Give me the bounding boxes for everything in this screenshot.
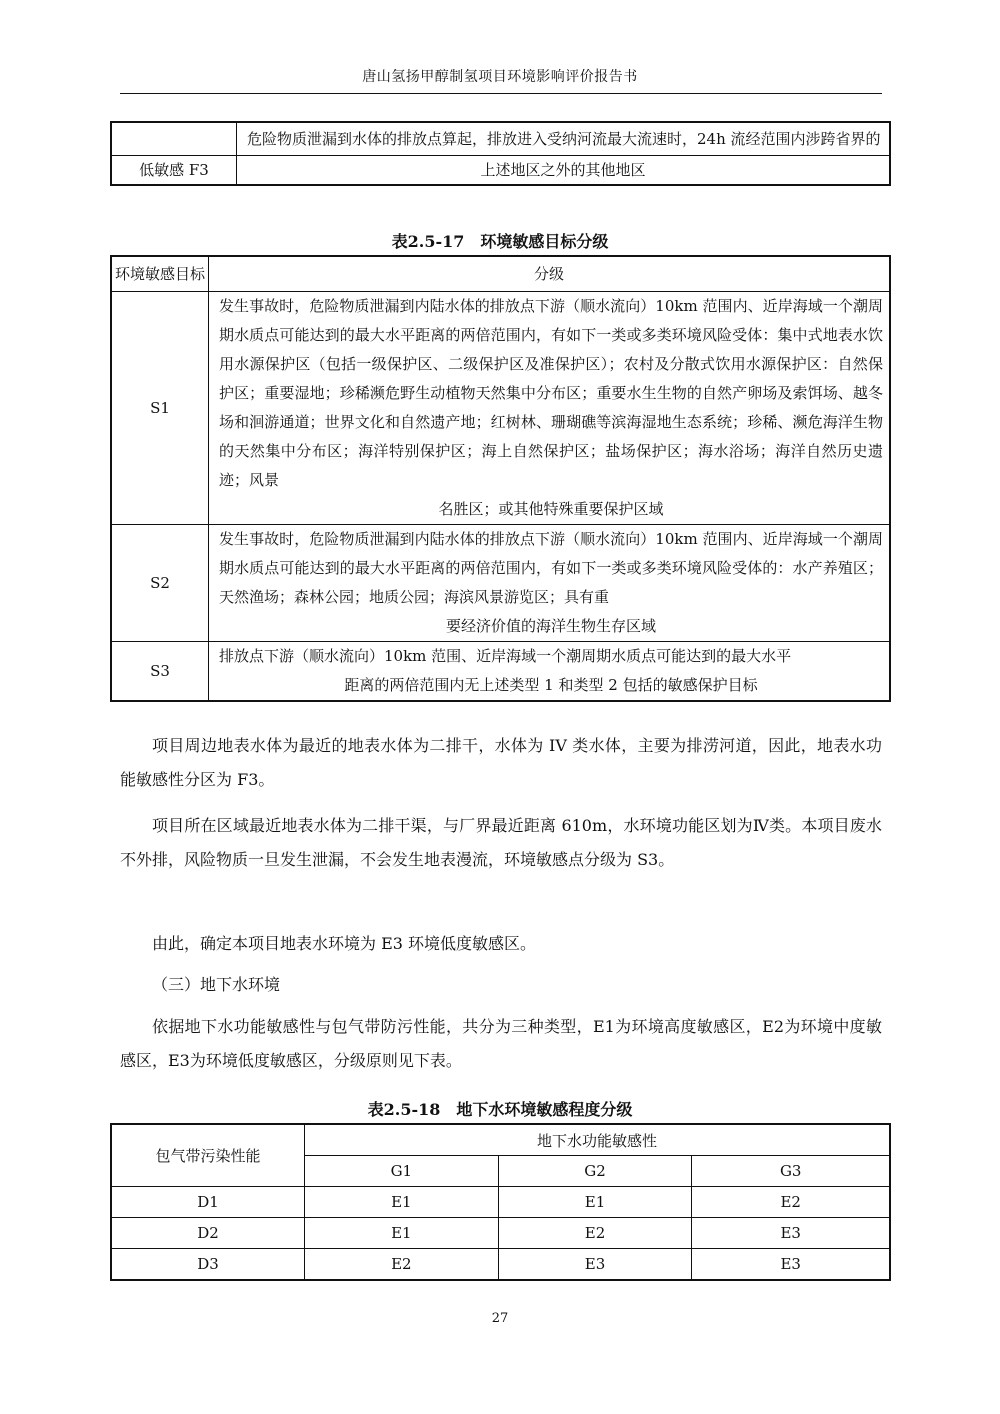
- header-cell-grade: 分级: [209, 256, 891, 292]
- groundwater-sensitivity-table: [110, 1123, 891, 1281]
- table-cell-text: 危险物质泄漏到水体的排放点算起，排放进入受纳河流最大流速时，24h 流经范围内涉跨省界的: [237, 122, 891, 156]
- header-cell-vadose: 包气带污染性能: [111, 1124, 305, 1187]
- table-cell: E1: [498, 1187, 692, 1218]
- row-label: D3: [111, 1249, 305, 1281]
- running-header: 唐山氢扬甲醇制氢项目环境影响评价报告书: [362, 69, 638, 85]
- header-rule: [120, 93, 882, 94]
- table-row: [111, 156, 890, 186]
- row-text-end: 距离的两倍范围内无上述类型 1 和类型 2 包括的敏感保护目标: [344, 676, 758, 694]
- table-continued: [110, 121, 891, 186]
- row-text-main: 发生事故时，危险物质泄漏到内陆水体的排放点下游（顺水流向）10km 范围内、近岸海域一个潮周期水质点可能达到的最大水平距离的两倍范围内，有如下一类或多类环境风险受体：集中式地表水饮用水源保护区（包括一级保护区、二级保护区及准保护区）；农村及分散式饮用水源保护区：自然保护区；重要湿地；珍稀濒危野生动植物天然集中分布区；重要水生生物的自然产卵场及索饵场、越冬场和洄游通道；世界文化和自然遗产地；红树林、珊瑚礁等滨海湿地生态系统；珍稀、濒危海洋生物的天然集中分布区；海洋特别保护区；海上自然保护区；盐场保护区；海水浴场；海洋自然历史遗迹；风景: [219, 297, 883, 489]
- table-header-row: [111, 256, 890, 292]
- header-cell-target: 环境敏感目标: [111, 256, 209, 292]
- row-label: S2: [111, 525, 209, 642]
- header-cell-g2: G2: [498, 1156, 692, 1187]
- table-cell-empty: [111, 122, 237, 156]
- table-caption-2-5-18: 表2.5-18 地下水环境敏感程度分级: [367, 1100, 633, 1119]
- row-text-main: 排放点下游（顺水流向）10km 范围、近岸海域一个潮周期水质点可能达到的最大水平: [219, 647, 792, 665]
- table-cell-text: 上述地区之外的其他地区: [237, 156, 891, 186]
- row-text: [209, 642, 891, 702]
- row-text-main: 发生事故时，危险物质泄漏到内陆水体的排放点下游（顺水流向）10km 范围内、近岸海域一个潮周期水质点可能达到的最大水平距离的两倍范围内，有如下一类或多类环境风险受体的：水产养殖区；天然渔场；森林公园；地质公园；海滨风景游览区；具有重: [219, 530, 883, 606]
- row-label: S1: [111, 292, 209, 525]
- table-cell: E2: [498, 1218, 692, 1249]
- section-heading-groundwater: （三）地下水环境: [152, 975, 281, 994]
- row-text-end: 要经济价值的海洋生物生存区域: [445, 617, 656, 635]
- table-row: [111, 1249, 890, 1281]
- sensitivity-target-table: [110, 255, 891, 702]
- row-text-end: 名胜区；或其他特殊重要保护区域: [438, 500, 664, 518]
- table-row: [111, 1187, 890, 1218]
- table-cell: E3: [692, 1218, 890, 1249]
- table-cell: E1: [305, 1218, 499, 1249]
- header-cell-function: 地下水功能敏感性: [305, 1124, 891, 1156]
- paragraph-water-function: 项目所在区域最近地表水体为二排干渠，与厂界最近距离 610m，水环境功能区划为Ⅳ类。本项目废水不外排，风险物质一旦发生泄漏，不会发生地表漫流，环境敏感点分级为 S3。: [120, 816, 882, 869]
- row-text: [209, 525, 891, 642]
- table-cell: E3: [498, 1249, 692, 1281]
- row-label: D2: [111, 1218, 305, 1249]
- table-row: [111, 525, 890, 642]
- table-cell: E2: [692, 1187, 890, 1218]
- row-label: D1: [111, 1187, 305, 1218]
- table-cell: E1: [305, 1187, 499, 1218]
- table-row: [111, 292, 890, 525]
- paragraph-groundwater-intro: 依据地下水功能敏感性与包气带防污性能，共分为三种类型，E1为环境高度敏感区，E2为环境中度敏感区，E3为环境低度敏感区，分级原则见下表。: [120, 1017, 882, 1070]
- paragraph-conclusion: 由此，确定本项目地表水环境为 E3 环境低度敏感区。: [152, 934, 537, 953]
- paragraph-surface-water: 项目周边地表水体为最近的地表水体为二排干，水体为 IV 类水体，主要为排涝河道，因此，地表水功能敏感性分区为 F3。: [120, 736, 882, 789]
- row-text: [209, 292, 891, 525]
- header-cell-g3: G3: [692, 1156, 890, 1187]
- table-cell-label: 低敏感 F3: [111, 156, 237, 186]
- page-number: 27: [491, 1311, 509, 1326]
- table-cell: E3: [692, 1249, 890, 1281]
- header-cell-g1: G1: [305, 1156, 499, 1187]
- table-header-row: [111, 1124, 890, 1156]
- table-caption-2-5-17: 表2.5-17 环境敏感目标分级: [391, 232, 609, 251]
- table-cell: E2: [305, 1249, 499, 1281]
- row-label: S3: [111, 642, 209, 702]
- table-row: [111, 122, 890, 156]
- table-row: [111, 642, 890, 702]
- table-row: [111, 1218, 890, 1249]
